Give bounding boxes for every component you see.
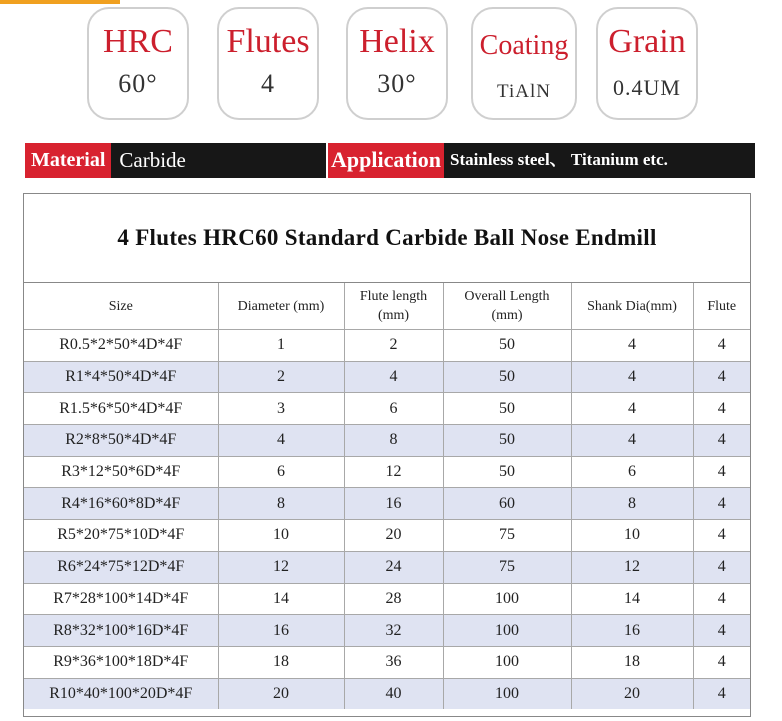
table-cell: 3 [218,393,344,425]
spec-label: Helix [359,23,435,60]
spec-card-flutes [217,7,319,120]
table-row [24,646,750,678]
spec-value: 30° [377,69,417,98]
table-cell: 4 [693,456,750,488]
table-row [24,583,750,615]
table-cell: 6 [571,456,693,488]
spec-card-grain [596,7,698,120]
table-cell: 6 [344,393,443,425]
table-cell: 4 [693,646,750,678]
application-label: Application [328,143,444,178]
table-cell: 8 [344,425,443,457]
table-cell: 12 [571,551,693,583]
spec-table [24,283,750,709]
spec-label: HRC [103,23,173,60]
table-cell: 50 [443,425,571,457]
table-cell: R6*24*75*12D*4F [24,551,218,583]
table-cell: 18 [571,646,693,678]
table-cell: R9*36*100*18D*4F [24,646,218,678]
table-cell: 4 [571,425,693,457]
col-header-size: Size [24,283,218,330]
spec-value: 4 [261,69,275,98]
table-row [24,551,750,583]
col-header-flute-length: Flute length (mm) [344,283,443,330]
table-cell: R5*20*75*10D*4F [24,520,218,552]
table-cell: 4 [693,551,750,583]
table-cell: 4 [693,425,750,457]
table-row [24,615,750,647]
table-cell: 8 [571,488,693,520]
table-row [24,456,750,488]
table-cell: 4 [693,615,750,647]
table-cell: 2 [344,330,443,362]
table-cell: 4 [218,425,344,457]
table-cell: 6 [218,456,344,488]
table-row [24,520,750,552]
table-cell: 16 [571,615,693,647]
table-cell: 8 [218,488,344,520]
table-cell: R3*12*50*6D*4F [24,456,218,488]
table-cell: 4 [571,393,693,425]
table-cell: 50 [443,330,571,362]
table-row [24,425,750,457]
table-cell: 4 [693,330,750,362]
table-cell: 100 [443,583,571,615]
table-cell: 20 [571,678,693,709]
table-cell: 50 [443,456,571,488]
spec-value: 60° [118,69,158,98]
table-cell: 12 [344,456,443,488]
table-cell: 4 [571,330,693,362]
table-cell: 4 [693,361,750,393]
table-cell: 10 [571,520,693,552]
table-cell: 18 [218,646,344,678]
table-cell: 50 [443,361,571,393]
spec-card-hrc [87,7,189,120]
table-cell: 14 [218,583,344,615]
table-row [24,361,750,393]
table-cell: 20 [344,520,443,552]
top-accent-strip [0,0,120,4]
table-cell: 24 [344,551,443,583]
table-cell: 32 [344,615,443,647]
table-cell: 50 [443,393,571,425]
table-cell: 1 [218,330,344,362]
table-cell: 100 [443,678,571,709]
table-cell: R2*8*50*4D*4F [24,425,218,457]
table-row [24,678,750,709]
material-value: Carbide [111,143,326,178]
table-cell: R1*4*50*4D*4F [24,361,218,393]
table-row [24,330,750,362]
table-cell: 36 [344,646,443,678]
table-cell: 75 [443,551,571,583]
table-row [24,393,750,425]
material-banner [25,143,326,178]
spec-card-helix [346,7,448,120]
table-cell: 12 [218,551,344,583]
table-cell: 100 [443,646,571,678]
table-cell: 4 [693,393,750,425]
application-banner [328,143,755,178]
table-row [24,488,750,520]
spec-card-coating [471,7,577,120]
table-title: 4 Flutes HRC60 Standard Carbide Ball Nose Endmill [24,194,750,283]
col-header-flute: Flute [693,283,750,330]
table-cell: 16 [218,615,344,647]
table-cell: 28 [344,583,443,615]
table-cell: 2 [218,361,344,393]
table-cell: 4 [571,361,693,393]
table-cell: 14 [571,583,693,615]
table-cell: R4*16*60*8D*4F [24,488,218,520]
spec-value: 0.4UM [613,75,681,100]
spec-value: TiAlN [497,81,551,102]
table-header-row [24,283,750,330]
table-cell: 4 [344,361,443,393]
table-cell: 4 [693,678,750,709]
material-label: Material [25,143,111,178]
table-cell: 10 [218,520,344,552]
table-cell: R0.5*2*50*4D*4F [24,330,218,362]
table-cell: 75 [443,520,571,552]
application-value: Stainless steel、 Titanium etc. [444,143,755,178]
table-cell: 4 [693,520,750,552]
table-cell: 4 [693,583,750,615]
table-cell: R7*28*100*14D*4F [24,583,218,615]
table-cell: 20 [218,678,344,709]
table-cell: 4 [693,488,750,520]
spec-label: Grain [608,23,686,60]
table-cell: 60 [443,488,571,520]
table-cell: 100 [443,615,571,647]
col-header-shank-dia: Shank Dia(mm) [571,283,693,330]
table-cell: 40 [344,678,443,709]
table-cell: R1.5*6*50*4D*4F [24,393,218,425]
col-header-overall-length: Overall Length (mm) [443,283,571,330]
table-cell: R8*32*100*16D*4F [24,615,218,647]
col-header-diameter: Diameter (mm) [218,283,344,330]
spec-label: Flutes [226,23,310,60]
product-spec-table [23,193,751,717]
spec-label: Coating [479,30,569,61]
table-cell: R10*40*100*20D*4F [24,678,218,709]
table-cell: 16 [344,488,443,520]
